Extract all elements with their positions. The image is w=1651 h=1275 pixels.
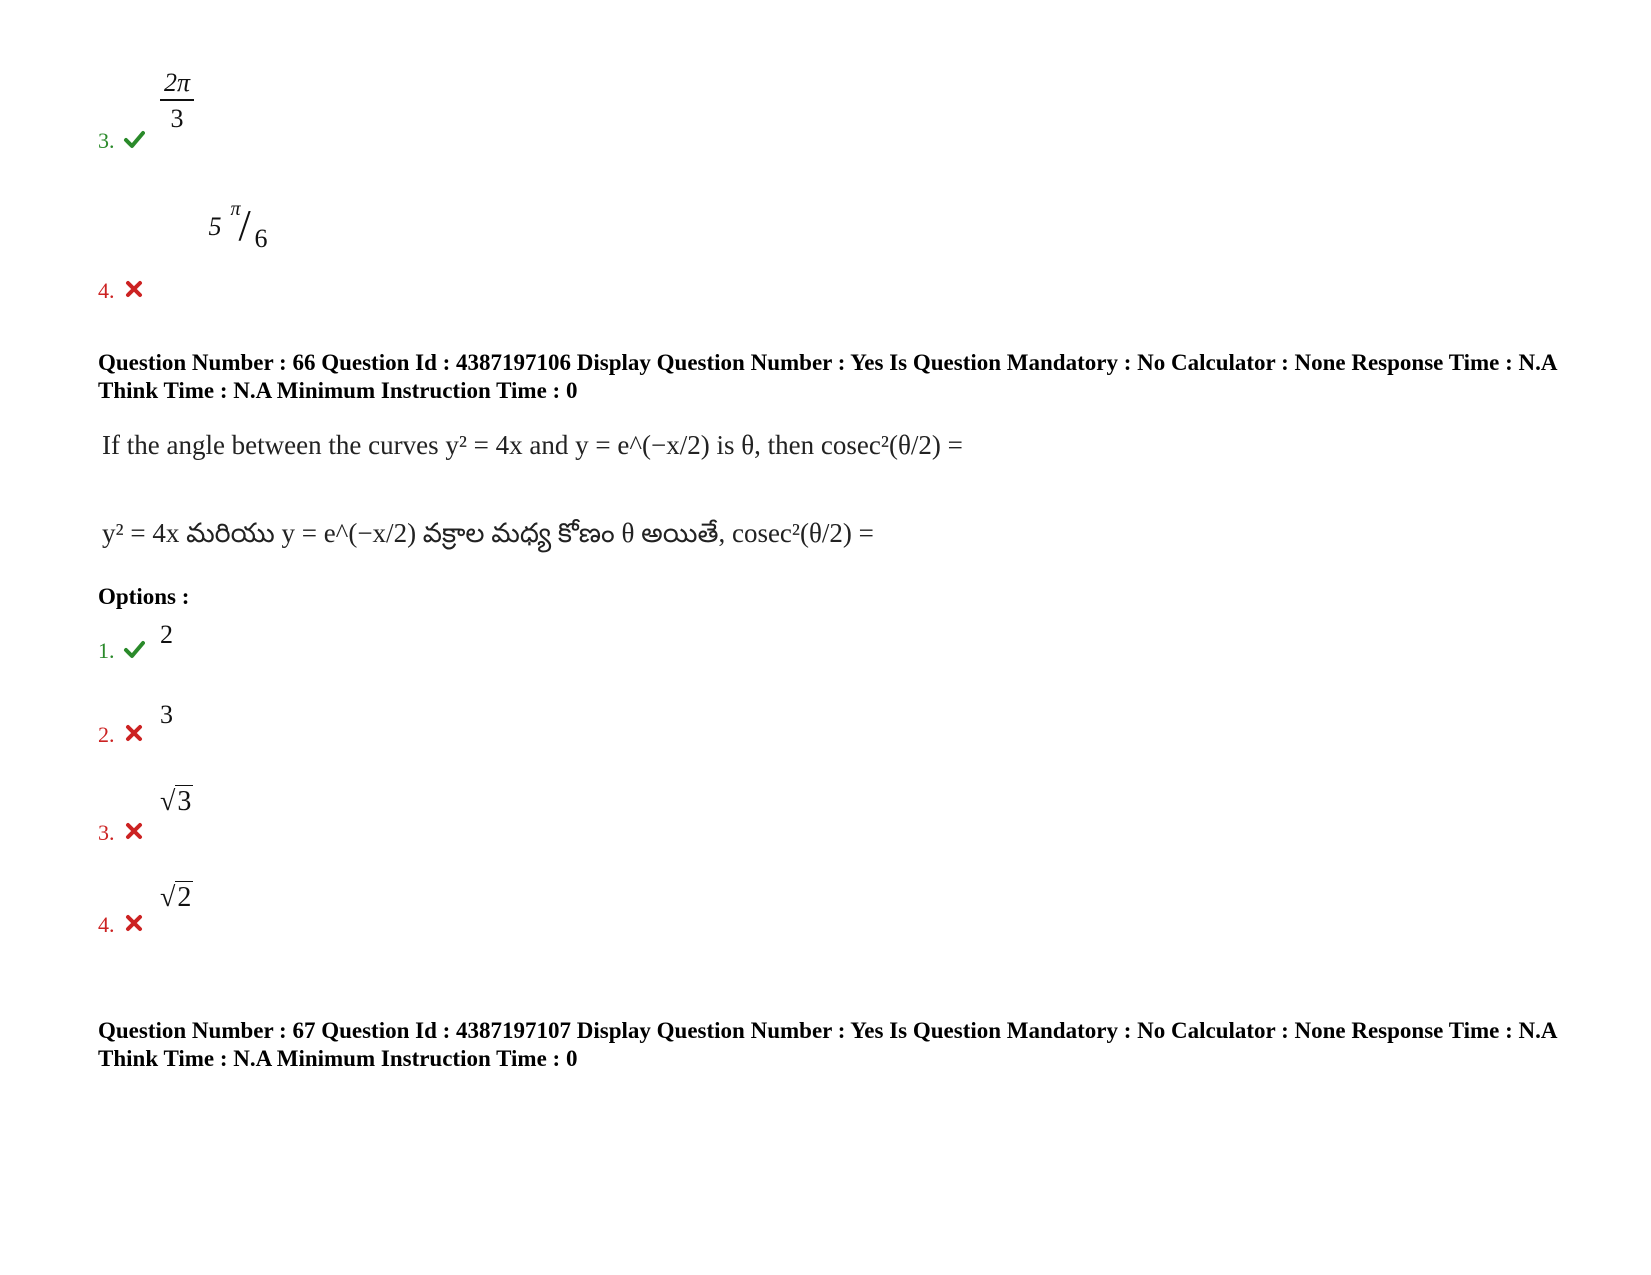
option-value: √2 [160, 882, 192, 913]
option-value: $\frac{2\pi}{3}$ [160, 68, 194, 133]
option-number: 1. [98, 638, 115, 663]
cross-icon [123, 912, 145, 934]
option-number: 3. [98, 820, 115, 845]
cross-icon [123, 278, 145, 300]
option-1 [98, 620, 173, 663]
question-text-english: If the angle between the curves y² = 4x and y = e^(−x/2) is θ, then cosec²(θ/2) = [102, 430, 963, 460]
option-number: 2. [98, 722, 115, 747]
cross-icon [123, 820, 145, 842]
option-number: 4. [98, 278, 115, 303]
option-2 [98, 700, 173, 747]
option-number: 4. [98, 912, 115, 937]
option-value: 3 [160, 700, 173, 729]
question-text-telugu: y² = 4x మరియు y = e^(−x/2) వక్రాల మధ్య కోణం θ అయితే, cosec²(θ/2) = [102, 518, 874, 548]
option-number: 3. [98, 128, 115, 153]
check-icon [123, 128, 145, 150]
option-value: 2 [160, 620, 173, 649]
prev-option-3 [98, 68, 191, 153]
prev-option-4 [98, 198, 268, 303]
option-value: √3 [160, 786, 192, 817]
option-value: 5 π / 6 [208, 198, 268, 253]
question-67-header: Question Number : 67 Question Id : 4387197107 Display Question Number : Yes Is Question Mandatory : No Calculator : None Response Time : N.A Think Time : N.A Minimum Instruction Time : 0 [98, 1018, 1557, 1071]
cross-icon [123, 722, 145, 744]
option-3 [98, 786, 192, 845]
check-icon [123, 638, 145, 660]
options-label: Options : [98, 584, 190, 609]
question-66-header: Question Number : 66 Question Id : 4387197106 Display Question Number : Yes Is Question Mandatory : No Calculator : None Response Time : N.A Think Time : N.A Minimum Instruction Time : 0 [98, 350, 1557, 403]
option-4 [98, 882, 192, 937]
